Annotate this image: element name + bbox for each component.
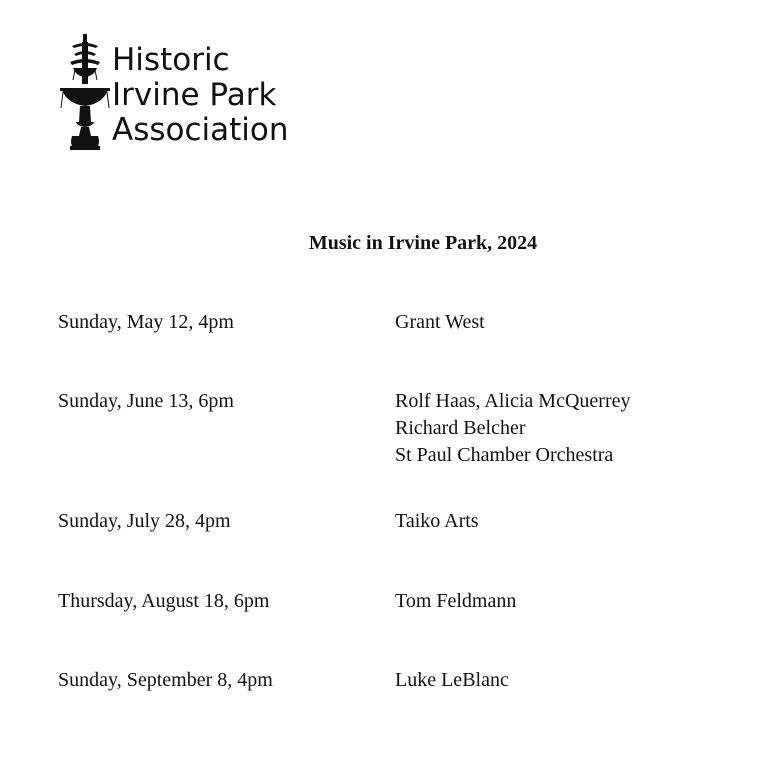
event-performers bbox=[395, 508, 479, 535]
performer-line: Luke LeBlanc bbox=[395, 669, 509, 691]
event-performers bbox=[395, 588, 516, 615]
performer-line: Richard Belcher bbox=[395, 417, 526, 439]
event-date: Sunday, September 8, 4pm bbox=[58, 669, 273, 691]
logo-line-3: Association bbox=[112, 112, 289, 148]
performer-line: Grant West bbox=[395, 311, 485, 333]
logo-line-2: Irvine Park bbox=[112, 77, 277, 113]
event-performers bbox=[395, 309, 485, 336]
logo-line-1: Historic bbox=[112, 42, 230, 78]
fountain-icon bbox=[60, 34, 110, 150]
performer-line: St Paul Chamber Orchestra bbox=[395, 444, 614, 466]
event-date: Sunday, June 13, 6pm bbox=[58, 390, 234, 412]
event-performers bbox=[395, 388, 630, 469]
performer-line: Tom Feldmann bbox=[395, 590, 517, 612]
event-performers bbox=[395, 667, 509, 694]
event-date: Thursday, August 18, 6pm bbox=[58, 590, 270, 612]
logo-wordmark bbox=[112, 43, 289, 148]
event-date: Sunday, May 12, 4pm bbox=[58, 311, 234, 333]
performer-line: Rolf Haas, Alicia McQuerrey bbox=[395, 390, 631, 412]
association-logo bbox=[60, 34, 290, 152]
performer-line: Taiko Arts bbox=[395, 510, 479, 532]
event-date: Sunday, July 28, 4pm bbox=[58, 510, 231, 532]
page-title: Music in Irvine Park, 2024 bbox=[308, 232, 538, 254]
